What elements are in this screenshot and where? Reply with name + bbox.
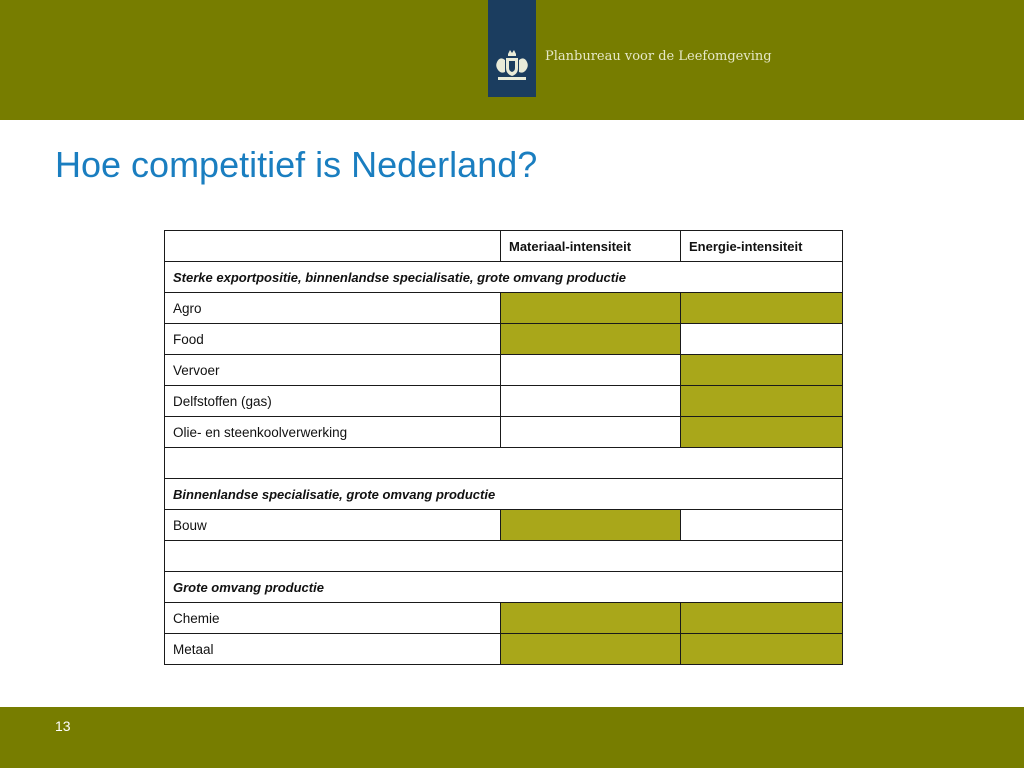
energie-cell bbox=[681, 417, 843, 448]
org-name: Planbureau voor de Leefomgeving bbox=[545, 49, 772, 64]
table-row bbox=[165, 386, 843, 417]
table-row bbox=[165, 510, 843, 541]
section-label: Grote omvang productie bbox=[165, 572, 843, 603]
row-label: Bouw bbox=[165, 510, 501, 541]
header-blank-cell bbox=[165, 231, 501, 262]
spacer-cell bbox=[165, 448, 843, 479]
section-label: Binnenlandse specialisatie, grote omvang productie bbox=[165, 479, 843, 510]
row-label: Chemie bbox=[165, 603, 501, 634]
row-label: Agro bbox=[165, 293, 501, 324]
slide-title: Hoe competitief is Nederland? bbox=[55, 144, 538, 185]
page-number: 13 bbox=[55, 718, 71, 734]
table-row bbox=[165, 293, 843, 324]
section-label: Sterke exportpositie, binnenlandse specialisatie, grote omvang productie bbox=[165, 262, 843, 293]
energie-cell bbox=[681, 324, 843, 355]
spacer-cell bbox=[165, 541, 843, 572]
energie-cell bbox=[681, 355, 843, 386]
energie-cell bbox=[681, 603, 843, 634]
table-row bbox=[165, 355, 843, 386]
materiaal-cell bbox=[501, 634, 681, 665]
royal-coat-of-arms-icon bbox=[492, 48, 532, 86]
row-label: Food bbox=[165, 324, 501, 355]
materiaal-cell bbox=[501, 510, 681, 541]
footer-band bbox=[0, 707, 1024, 768]
energie-cell bbox=[681, 293, 843, 324]
materiaal-cell bbox=[501, 603, 681, 634]
row-label: Delfstoffen (gas) bbox=[165, 386, 501, 417]
materiaal-cell bbox=[501, 324, 681, 355]
section-row bbox=[165, 572, 843, 603]
energie-cell bbox=[681, 510, 843, 541]
spacer-row bbox=[165, 541, 843, 572]
header-materiaal-intensiteit: Materiaal-intensiteit bbox=[501, 231, 681, 262]
section-row bbox=[165, 479, 843, 510]
energie-cell bbox=[681, 386, 843, 417]
row-label: Metaal bbox=[165, 634, 501, 665]
section-row bbox=[165, 262, 843, 293]
header-energie-intensiteit: Energie-intensiteit bbox=[681, 231, 843, 262]
table-row bbox=[165, 603, 843, 634]
row-label: Olie- en steenkoolverwerking bbox=[165, 417, 501, 448]
materiaal-cell bbox=[501, 293, 681, 324]
logo-box bbox=[488, 0, 536, 97]
table-row bbox=[165, 634, 843, 665]
materiaal-cell bbox=[501, 386, 681, 417]
table-row bbox=[165, 324, 843, 355]
materiaal-cell bbox=[501, 355, 681, 386]
spacer-row bbox=[165, 448, 843, 479]
materiaal-cell bbox=[501, 417, 681, 448]
row-label: Vervoer bbox=[165, 355, 501, 386]
energie-cell bbox=[681, 634, 843, 665]
competitiveness-table bbox=[164, 230, 843, 665]
table-header-row bbox=[165, 231, 843, 262]
table-row bbox=[165, 417, 843, 448]
